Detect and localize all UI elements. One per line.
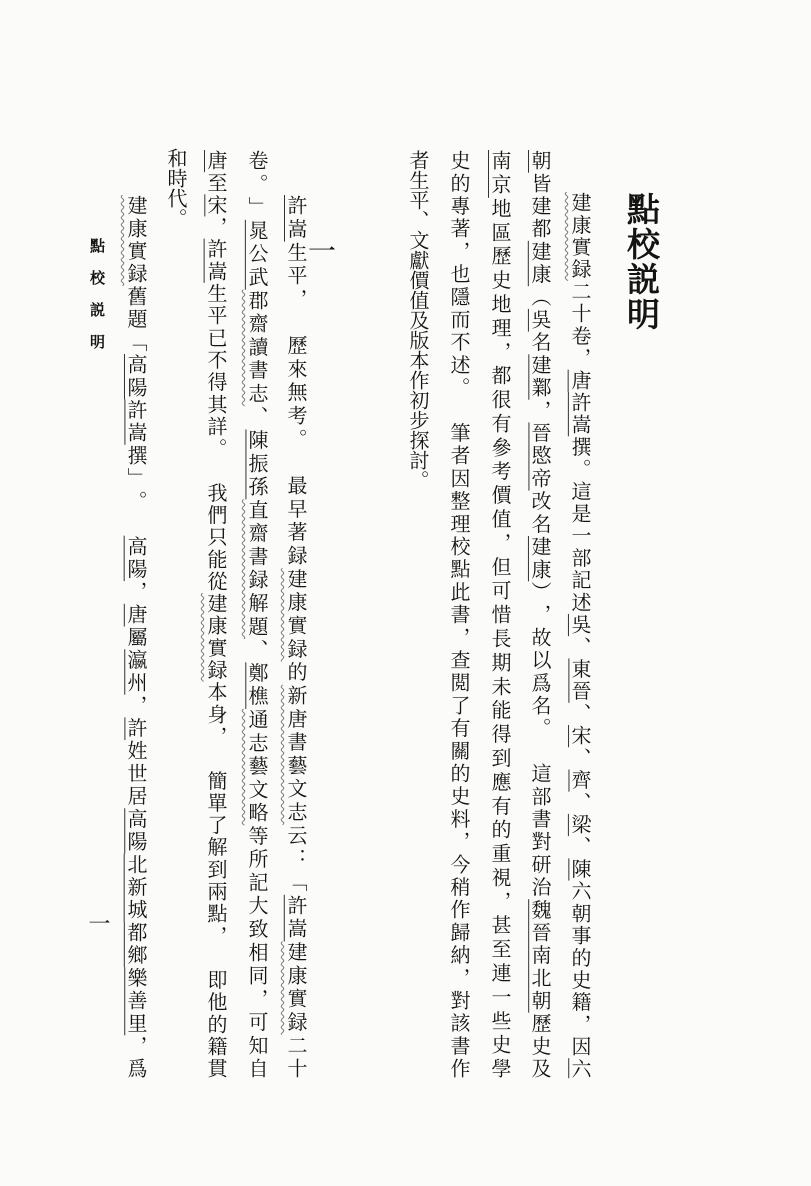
text-column <box>524 150 556 1078</box>
proper-noun-mark: 都鄉 <box>124 921 148 968</box>
text-column <box>160 148 192 228</box>
text-column <box>402 150 434 490</box>
book-title-mark: 通志藝文略 <box>245 708 269 826</box>
text-segment: 、 <box>568 791 592 814</box>
proper-noun-mark: 宋 <box>568 725 592 748</box>
text-segment: 、 <box>568 747 592 770</box>
text-segment: 者生平、文獻價值及版本作初步探討。 <box>406 150 430 490</box>
book-title-mark: 直齋書録解題 <box>245 499 269 639</box>
text-segment: 撰。這是一部記述 <box>568 436 592 614</box>
text-segment: 、 <box>568 636 592 659</box>
text-segment: 二十 <box>284 1034 308 1079</box>
text-segment: 至 <box>204 172 228 195</box>
proper-noun-mark: 許嵩 <box>124 399 148 445</box>
text-column <box>443 150 475 1078</box>
proper-noun-mark: 吳 <box>528 308 552 332</box>
text-segment: 、 <box>568 836 592 859</box>
proper-noun-mark: 建康 <box>528 240 552 287</box>
text-segment: 云：「 <box>284 824 308 895</box>
text-column <box>564 192 596 1078</box>
book-title-mark: 建康實録 <box>284 568 308 662</box>
text-segment: ，爲 <box>124 1035 148 1079</box>
proper-noun-mark: 北新城 <box>124 853 148 922</box>
book-title-mark: 新唐書藝文志 <box>284 684 308 825</box>
text-segment: 改名 <box>528 490 552 536</box>
text-segment: 生平， 歷來無考。 最早著録 <box>284 241 308 569</box>
proper-noun-mark: 瀛州 <box>124 649 148 695</box>
text-segment: 舊題「 <box>124 285 148 354</box>
text-segment: 等所記大致相同，可知自 <box>245 825 269 1079</box>
proper-noun-mark: 許嵩 <box>284 195 308 242</box>
text-segment: 、 <box>245 406 269 430</box>
book-title-mark: 建康實録 <box>124 195 148 286</box>
text-segment: 歷史及 <box>528 1012 552 1079</box>
text-segment: ， <box>124 694 148 718</box>
text-segment: ， <box>124 581 148 604</box>
proper-noun-mark: 高陽 <box>124 535 148 582</box>
proper-noun-mark: 南京 <box>488 150 512 198</box>
page-title: 點校説明 <box>622 192 661 332</box>
text-segment: 卷。」 <box>245 150 269 220</box>
text-column <box>200 150 232 1078</box>
book-title-mark: 建康實録 <box>284 941 308 1035</box>
proper-noun-mark: 唐 <box>204 150 228 173</box>
proper-noun-mark: 魏晉南北朝 <box>528 899 552 1013</box>
proper-noun-mark: 晁公武 <box>245 219 269 290</box>
text-segment: 地區歷史地理，都很有參考價值，但可惜長期未能得到應有的重視，甚至連一些史學 <box>488 197 512 1079</box>
book-title-mark: 郡齋讀書志 <box>245 289 269 407</box>
proper-noun-mark: 唐 <box>568 369 592 392</box>
proper-noun-mark: 高陽 <box>124 353 148 400</box>
text-segment: 、 <box>245 639 269 663</box>
text-column <box>484 150 516 1078</box>
text-segment: （ <box>528 286 552 309</box>
text-segment: ， <box>204 216 228 239</box>
proper-noun-mark: 宋 <box>204 194 228 217</box>
proper-noun-mark: 唐 <box>124 603 148 627</box>
section-number: 一 <box>304 236 337 264</box>
proper-noun-mark: 梁 <box>568 813 592 837</box>
text-segment: 皆建都 <box>528 172 552 241</box>
text-segment: 屬 <box>124 626 148 650</box>
proper-noun-mark: 鄭樵 <box>245 662 269 709</box>
proper-noun-mark: 許嵩 <box>204 238 228 283</box>
text-segment: 、 <box>568 702 592 726</box>
proper-noun-mark: 許 <box>124 717 148 741</box>
proper-noun-mark: 陳 <box>568 858 592 881</box>
text-column <box>280 195 312 1078</box>
text-segment: 姓世居 <box>124 740 148 809</box>
book-title-mark: 建康實録 <box>204 592 228 682</box>
text-segment: 生平已不得其詳。 我們只能從 <box>204 282 228 593</box>
proper-noun-mark: 樂善里 <box>124 967 148 1036</box>
text-column <box>241 150 273 1078</box>
text-segment: 和時代。 <box>164 148 188 228</box>
proper-noun-mark: 許嵩 <box>568 391 592 437</box>
text-column <box>120 195 152 1078</box>
proper-noun-mark: 吳 <box>568 613 592 637</box>
text-segment: 本身， 簡單了解到兩點， 即他的籍貫 <box>204 681 228 1079</box>
proper-noun-mark: 六 <box>568 1058 592 1079</box>
text-segment: 史的專著，也隱而不述。 筆者因整理校點此書，查閲了有關的史料，今稍作歸納，對該書作 <box>447 150 471 1078</box>
text-segment: ， <box>528 399 552 423</box>
text-segment: ），故以爲名。 這部書對研治 <box>528 581 552 900</box>
text-segment: 二十卷， <box>568 280 592 370</box>
proper-noun-mark: 東晉 <box>568 658 592 703</box>
proper-noun-mark: 朝 <box>528 150 552 173</box>
text-segment: 六朝事的史籍，因 <box>568 880 592 1059</box>
text-segment: 的 <box>284 661 308 685</box>
proper-noun-mark: 陳振孫 <box>245 429 269 500</box>
proper-noun-mark: 許嵩 <box>284 894 308 942</box>
text-segment: 名 <box>528 331 552 355</box>
running-header: 點校説明 <box>88 238 106 366</box>
proper-noun-mark: 建康 <box>528 535 552 582</box>
proper-noun-mark: 齊 <box>568 769 592 792</box>
book-title-mark: 建康實録 <box>568 192 592 281</box>
text-segment: 撰」。 <box>124 444 148 536</box>
proper-noun-mark: 晉愍帝 <box>528 422 552 491</box>
page-number: 一 <box>85 912 110 934</box>
proper-noun-mark: 高陽 <box>124 808 148 854</box>
proper-noun-mark: 建鄴 <box>528 354 552 400</box>
